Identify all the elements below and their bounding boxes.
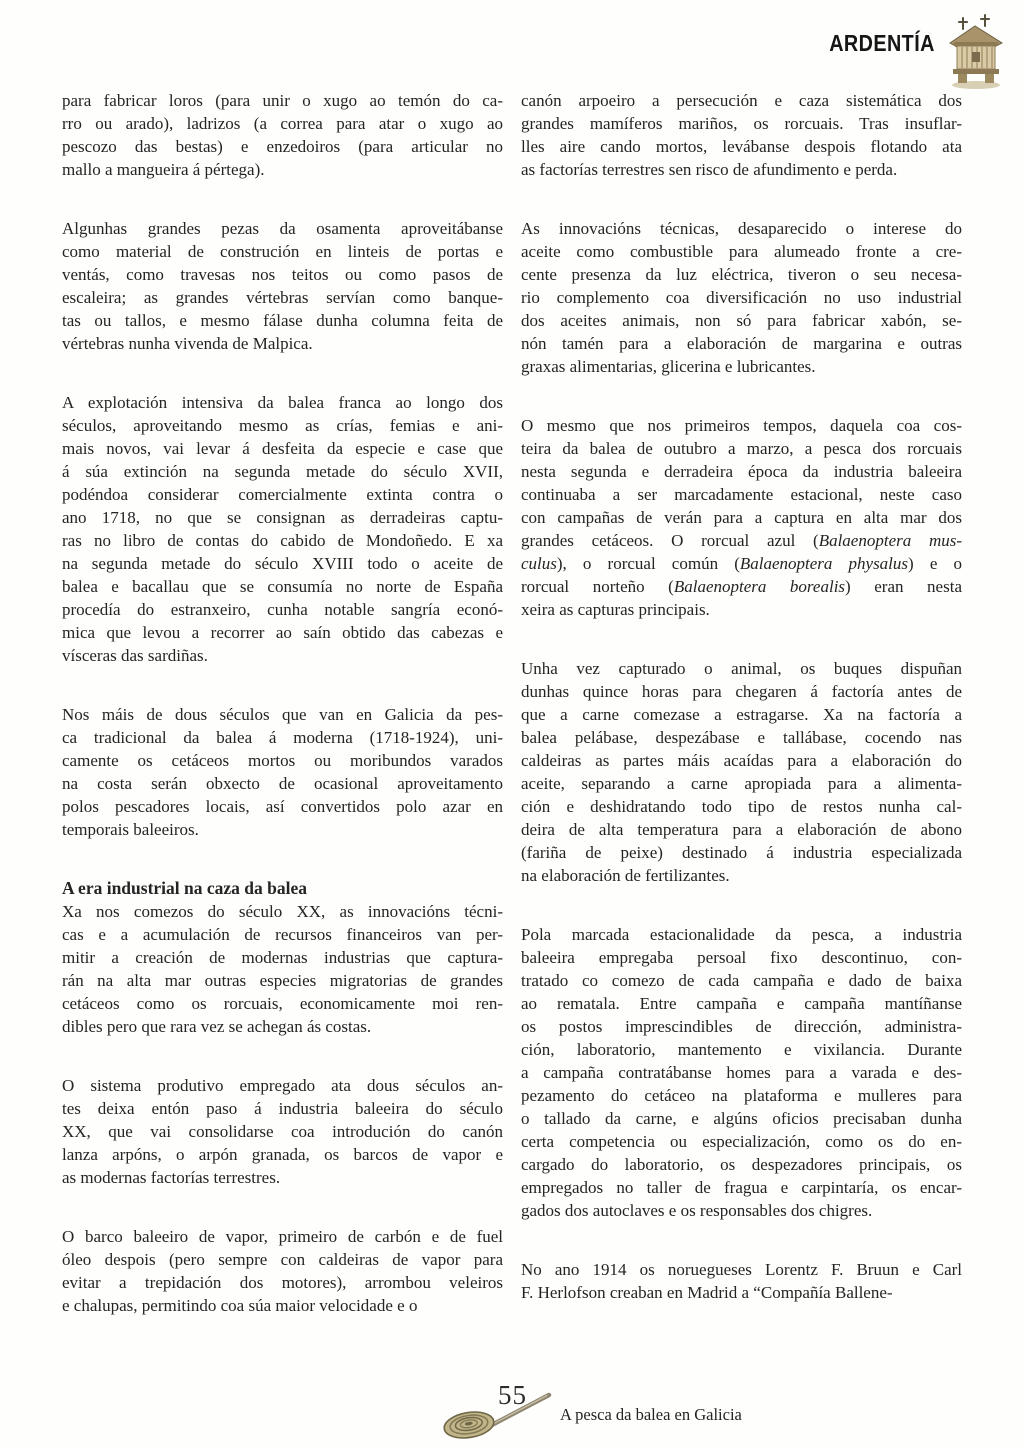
text-line: como material de construción en linteis de portas e: [62, 242, 503, 261]
text-line: para fabricar loros (para unir o xugo ao temón do ca-: [62, 91, 503, 110]
text-line: óleo despois (pero sempre con caldeiras de vapor para: [62, 1250, 503, 1269]
text-line: rorcual norteño (Balaenoptera borealis) eran nesta: [521, 577, 962, 596]
text-line: aceite, separando a carne apropiada para a alimenta-: [521, 774, 962, 793]
paragraph: [521, 923, 962, 1222]
text-line: as factorías terrestres sen risco de afundimento e perda.: [521, 160, 898, 179]
text-line: vísceras das sardiñas.: [62, 646, 208, 665]
text-line: O mesmo que nos primeiros tempos, daquela coa cos-: [521, 416, 962, 435]
text-line: aceite como combustible para alumeado fronte a cre-: [521, 242, 962, 261]
text-line: ca tradicional da balea á moderna (1718-1924), uni-: [62, 728, 503, 747]
page-number: 55: [498, 1380, 527, 1410]
text-line: e chalupas, permitindo coa súa maior velocidade e o: [62, 1296, 418, 1315]
text-line: A explotación intensiva da balea franca ao longo dos: [62, 393, 503, 412]
text-line: balea pelábase, despezábase e tallábase, cocendo nas: [521, 728, 962, 747]
text-line: Pola marcada estacionalidade da pesca, a industria: [521, 925, 962, 944]
paragraph: [62, 217, 503, 355]
text-line: As innovacións técnicas, desaparecido o interese do: [521, 219, 962, 238]
text-line: á súa extinción na segunda metade do século XVII,: [62, 462, 503, 481]
text-line: polos pescadores locais, así convertidos polo azar en: [62, 797, 503, 816]
text-line: ventás, como travesas nos teitos ou como pasos de: [62, 265, 503, 284]
text-line: Nos máis de dous séculos que van en Galicia da pes-: [62, 705, 503, 724]
text-line: Xa nos comezos do século XX, as innovacións técni-: [62, 902, 503, 921]
text-line: (fariña de peixe) destinado á industria especializada: [521, 843, 962, 862]
text-line: mais novos, vai levar á desfeita da especie e case que: [62, 439, 503, 458]
text-line: procedía do estranxeiro, cunha notable sangría econó-: [62, 600, 503, 619]
footer-caption: A pesca da balea en Galicia: [560, 1405, 742, 1424]
text-line: pezamento do cetáceo na plataforma e mulleres para: [521, 1086, 962, 1105]
text-line: empregados no taller de fragua e carpintaría, os encar-: [521, 1178, 962, 1197]
text-line: temporais baleeiros.: [62, 820, 199, 839]
text-line: lanza arpóns, o arpón granada, os barcos de vapor e: [62, 1145, 503, 1164]
text-line: tratado co comezo de cada campaña e dado de baixa: [521, 971, 962, 990]
text-line: tes deixa entón paso á industria baleeira do século: [62, 1099, 503, 1118]
paragraph: [521, 657, 962, 887]
text-line: na segunda metade do século XVIII todo o aceite de: [62, 554, 503, 573]
text-line: O barco baleeiro de vapor, primeiro de carbón e de fuel: [62, 1227, 503, 1246]
text-line: as modernas factorías terrestres.: [62, 1168, 281, 1187]
paragraph: [521, 1258, 962, 1304]
paragraph: [62, 900, 503, 1038]
text-line: o tallado da carne, e algúns oficios precisaban dunha: [521, 1109, 962, 1128]
text-line: a campaña contratábanse homes para a varada e des-: [521, 1063, 962, 1082]
text-line: XX, que vai consolidarse coa introdución do canón: [62, 1122, 503, 1141]
text-line: baleeira empregaba persoal fixo descontinuo, con-: [521, 948, 962, 967]
text-line: teira da balea de outubro a marzo, a pesca dos rorcuais: [521, 439, 962, 458]
text-line: No ano 1914 os noruegueses Lorentz F. Bruun e Carl: [521, 1260, 962, 1279]
text-line: grandes cetáceos. O rorcual azul (Balaenoptera mus-: [521, 531, 962, 550]
text-line: certa competencia ou especialización, como os do en-: [521, 1132, 962, 1151]
text-line: nón tamén para a elaboración de margarina e outras: [521, 334, 962, 353]
text-line: ción e deshidratando todo tipo de restos nunha cal-: [521, 797, 962, 816]
text-line: os postos imprescindibles de dirección, administra-: [521, 1017, 962, 1036]
text-line: O sistema produtivo empregado ata dous séculos an-: [62, 1076, 503, 1095]
text-line: nesta segunda e derradeira época da industria baleeira: [521, 462, 962, 481]
text-line: dos aceites animais, non só para fabricar xabón, se-: [521, 311, 962, 330]
text-line: gados dos autoclaves e os responsables dos chigres.: [521, 1201, 873, 1220]
paragraph: [521, 414, 962, 621]
text-line: Algunhas grandes pezas da osamenta aproveitábanse: [62, 219, 503, 238]
text-line: cente presenza da luz eléctrica, tiveron o seu necesa-: [521, 265, 962, 284]
paragraph: [62, 1225, 503, 1317]
text-line: deira de alta temperatura para a elaboración de abono: [521, 820, 962, 839]
text-line: rán na alta mar outras especies migratorias de grandes: [62, 971, 503, 990]
text-line: F. Herlofson creaban en Madrid a “Compañía Ballene-: [521, 1283, 893, 1302]
right-column: [521, 89, 962, 1317]
text-line: A era industrial na caza da balea: [62, 878, 308, 898]
text-line: cas e a acumulación de recursos financeiros van per-: [62, 925, 503, 944]
text-line: xeira as capturas principais.: [521, 600, 710, 619]
text-line: rio complemento coa diversificación no uso industrial: [521, 288, 962, 307]
text-line: séculos, aproveitando mesmo as crías, femias e ani-: [62, 416, 503, 435]
text-line: mallo a mangueira á pértega).: [62, 160, 265, 179]
text-line: na elaboración de fertilizantes.: [521, 866, 730, 885]
paragraph: [62, 703, 503, 841]
paragraph: [62, 1074, 503, 1189]
text-line: ano 1718, no que se consignan as derradeiras captu-: [62, 508, 503, 527]
text-line: ción, laboratorio, mantemento e vixilancia. Durante: [521, 1040, 962, 1059]
paragraph: [62, 391, 503, 667]
text-line: que a carne comezase a estragarse. Xa na factoría a: [521, 705, 962, 724]
text-line: podéndoa considerar comercialmente extinta contra o: [62, 485, 503, 504]
text-line: Unha vez capturado o animal, os buques dispuñan: [521, 659, 962, 678]
text-line: camente os cetáceos mortos ou moribundos varados: [62, 751, 503, 770]
magazine-title: ARDENTÍA: [829, 30, 935, 56]
text-line: dunhas quince horas para chegaren á factoría antes de: [521, 682, 962, 701]
text-line: tas ou tallos, e mesmo fálase dunha columna feita de: [62, 311, 503, 330]
paragraph: [521, 89, 962, 181]
horreo-granary-icon: [944, 14, 1008, 90]
text-line: dibles pero que rara vez se achegan ás costas.: [62, 1017, 372, 1036]
left-column: [62, 89, 503, 1317]
text-line: mica que levou a recorrer ao saín obtido das cabezas e: [62, 623, 503, 642]
text-line: rro ou arado), ladrizos (a correa para atar o xugo ao: [62, 114, 503, 133]
paragraph: [521, 217, 962, 378]
text-line: pescozo das bestas) e enzedoiros (para articular no: [62, 137, 503, 156]
text-line: graxas alimentarias, glicerina e lubricantes.: [521, 357, 816, 376]
paragraph: [62, 89, 503, 181]
section-heading: [62, 877, 503, 900]
article-body: [62, 89, 962, 1317]
text-line: caldeiras as partes máis acaídas para a elaboración do: [521, 751, 962, 770]
text-line: cetáceos como os rorcuais, economicamente moi ren-: [62, 994, 503, 1013]
text-line: culus), o rorcual común (Balaenoptera physalus) e o: [521, 554, 962, 573]
text-line: cargado do laboratorio, os despezadores principais, os: [521, 1155, 962, 1174]
text-line: ao rematala. Entre campaña e campaña mantíñanse: [521, 994, 962, 1013]
text-line: evitar a trepidación dos motores), arrombou veleiros: [62, 1273, 503, 1292]
text-line: grandes mamíferos mariños, os rorcuais. Tras insuflar-: [521, 114, 962, 133]
text-line: ras no libro de contas do cabido de Mondoñedo. E xa: [62, 531, 503, 550]
text-line: mitir a creación de modernas industrias que captura-: [62, 948, 503, 967]
text-line: lles aire cando mortos, levábanse despois flotando ata: [521, 137, 962, 156]
text-line: canón arpoeiro a persecución e caza sistemática dos: [521, 91, 962, 110]
text-line: escaleira; as grandes vértebras servían como banque-: [62, 288, 503, 307]
text-line: continuaba a ser marcadamente estacional, neste caso: [521, 485, 962, 504]
text-line: con campañas de verán para a captura en alta mar dos: [521, 508, 962, 527]
text-line: vértebras nunha vivenda de Malpica.: [62, 334, 313, 353]
text-line: balea e bacallau que se consumía no norte de España: [62, 577, 503, 596]
text-line: na costa serán obxecto de ocasional aproveitamento: [62, 774, 503, 793]
